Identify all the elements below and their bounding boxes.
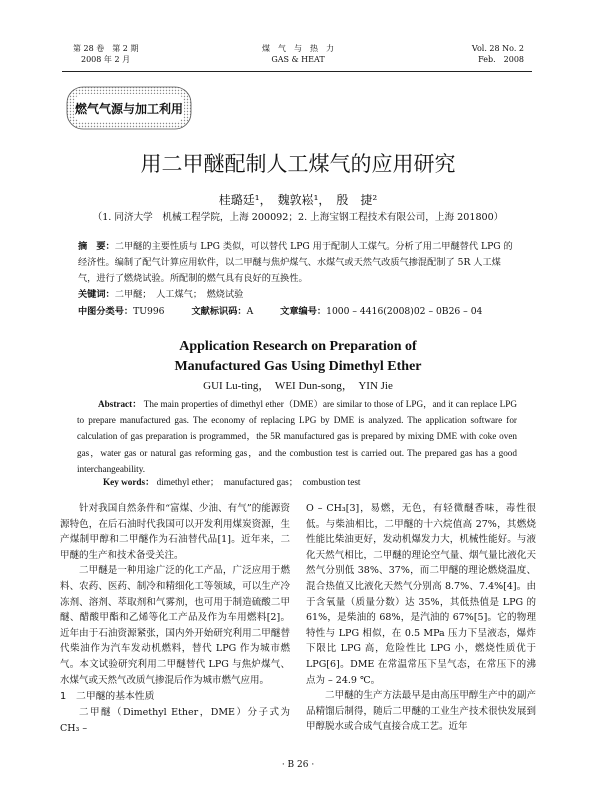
journal-name-en: GAS & HEAT [271, 55, 325, 64]
body-paragraph: O – CH₃[3]，易燃，无色，有轻微醚香味，毒性很低。与柴油相比，二甲醚的十六烷值高 27%，其燃烧性能比柴油更好，发动机爆发力大，机械性能好。与液化天然气相比，二甲醚的理论空气量、烟气量比液化天然气分别低 38%、37%，而二甲醚的理论燃烧温度、混合热值又比液化天然气分别高 8.7%、7.4%[4]。由于含氧量（质量分数）达 35%，其低热值是 LPG 的 61%，是柴油的 68%，是汽油的 67%[5]。它的物理特性与 LPG 相似，在 0.5 MPa 压力下呈液态，爆炸下限比 LPG 高，危险性比 LPG 小，燃烧性质优于 LPG[6]。DME 在常温常压下呈气态，在常压下的沸点为 – 24.9 ℃。 [306, 503, 536, 686]
date-cn: 2008 年 2 月 [81, 55, 131, 64]
article-value: 1000 – 4416(2008)02 – 0B26 – 04 [326, 306, 483, 317]
body-paragraph: 二甲醚（Dimethyl Ether，DME）分子式为 CH₃ – [60, 707, 290, 734]
journal-name-cn: 煤 气 与 热 力 [262, 44, 334, 53]
body-column-right [306, 501, 536, 735]
keywords-en-text: dimethyl ether； manufactured gas； combustion test [156, 477, 361, 487]
abstract-cn-label: 摘 要： [78, 241, 115, 252]
date-en: Feb. 2008 [478, 55, 524, 64]
title-en: Application Research on Preparation of Manufactured Gas Using Dimethyl Ether [174, 339, 422, 374]
abstract-en [77, 396, 517, 477]
keywords-cn-label: 关键词： [78, 289, 115, 300]
clc-value: TU996 [133, 306, 165, 317]
volume-cn: 第 28 卷 第 2 期 [73, 44, 139, 53]
volume-en: Vol. 28 No. 2 [471, 44, 524, 53]
body-paragraph: 二甲醚是一种用途广泛的化工产品，广泛应用于燃料、农药、医药、制冷和精细化工等领域，可以生产冷冻剂、溶剂、萃取剂和气雾剂，也可用于制造硫酸二甲醚、醋酸甲酯和乙烯等化工产品及作为车用燃料[2]。近年由于石油资源紧张，国内外开始研究利用二甲醚替代柴油作为汽车发动机燃料，替代 LPG 作为城市燃气。本文试验研究利用二甲醚替代 LPG 与焦炉煤气、水煤气或天然气改质气掺混后作为城市燃气应用。 [60, 565, 290, 686]
abstract-cn [78, 239, 516, 303]
affiliation-cn: （1. 同济大学 机械工程学院，上海 200092；2. 上海宝钢工程技术有限公司，上海 201800） [92, 212, 504, 223]
abstract-en-label: Abstract： [98, 399, 142, 409]
article-label: 文章编号： [280, 306, 327, 317]
body-paragraph: 针对我国自然条件和“富煤、少油、有气”的能源资源特色，在后石油时代我国可以开发利用煤炭资源，生产煤制甲醇和二甲醚作为石油替代品[1]。近年来，二甲醚的生产和技术备受关注。 [60, 503, 290, 561]
article-number [280, 306, 482, 317]
header-volume-en [472, 43, 524, 65]
header-rule [62, 71, 532, 72]
title-cn: 用二甲醚配制人工煤气的应用研究 [140, 152, 456, 176]
document-code [191, 306, 253, 317]
category-badge [66, 86, 192, 130]
clc-number [78, 306, 165, 317]
abstract-cn-body [78, 239, 516, 287]
abstract-cn-text: 二甲醚的主要性质与 LPG 类似，可以替代 LPG 用于配制人工煤气。分析了用二甲醚替代 LPG 的经济性。编制了配气计算应用软件，以二甲醚与焦炉煤气、水煤气或天然气改质气掺混配制了 5R 人工煤气，进行了燃烧试验。所配制的燃气具有良好的互换性。 [78, 241, 513, 284]
authors-cn: 桂璐廷¹， 魏敦崧¹， 殷 捷² [218, 193, 378, 207]
doc-label: 文献标识码： [191, 306, 247, 317]
keywords-en-label: Key words： [103, 477, 155, 487]
keywords-cn-text: 二甲醚； 人工煤气； 燃烧试验 [114, 289, 244, 300]
keywords-en [103, 474, 374, 488]
abstract-en-text: The main properties of dimethyl ether（DME）are similar to those of LPG，and it can replace LPG to prepare manufactured gas. The economy of replacing LPG by DME is analyzed. The application software for calculation of gas preparation is programmed，the 5R manufactured gas is prepared by mixing DME with coke oven gas，water gas or natural gas reforming gas，and the combustion test is carried out. The prepared gas has a good interchangeability. [77, 399, 517, 474]
keywords-cn [78, 287, 516, 303]
doc-value: A [246, 306, 254, 317]
section-heading: 1 二甲醚的基本性质 [60, 691, 155, 703]
authors-en: GUI Lu-ting， WEI Dun-song， YIN Jie [203, 380, 393, 392]
clc-label: 中图分类号： [78, 306, 134, 317]
classification-line [78, 303, 516, 317]
page-number: · B 26 · [281, 760, 315, 770]
body-column-left [60, 501, 290, 736]
category-label: 燃气气源与加工利用 [74, 102, 183, 116]
body-paragraph: 二甲醚的生产方法最早是由高压甲醇生产中的副产品精馏后制得，随后二甲醚的工业生产技术很快发展到甲醇脱水或合成气直接合成工艺。近年 [306, 690, 536, 733]
